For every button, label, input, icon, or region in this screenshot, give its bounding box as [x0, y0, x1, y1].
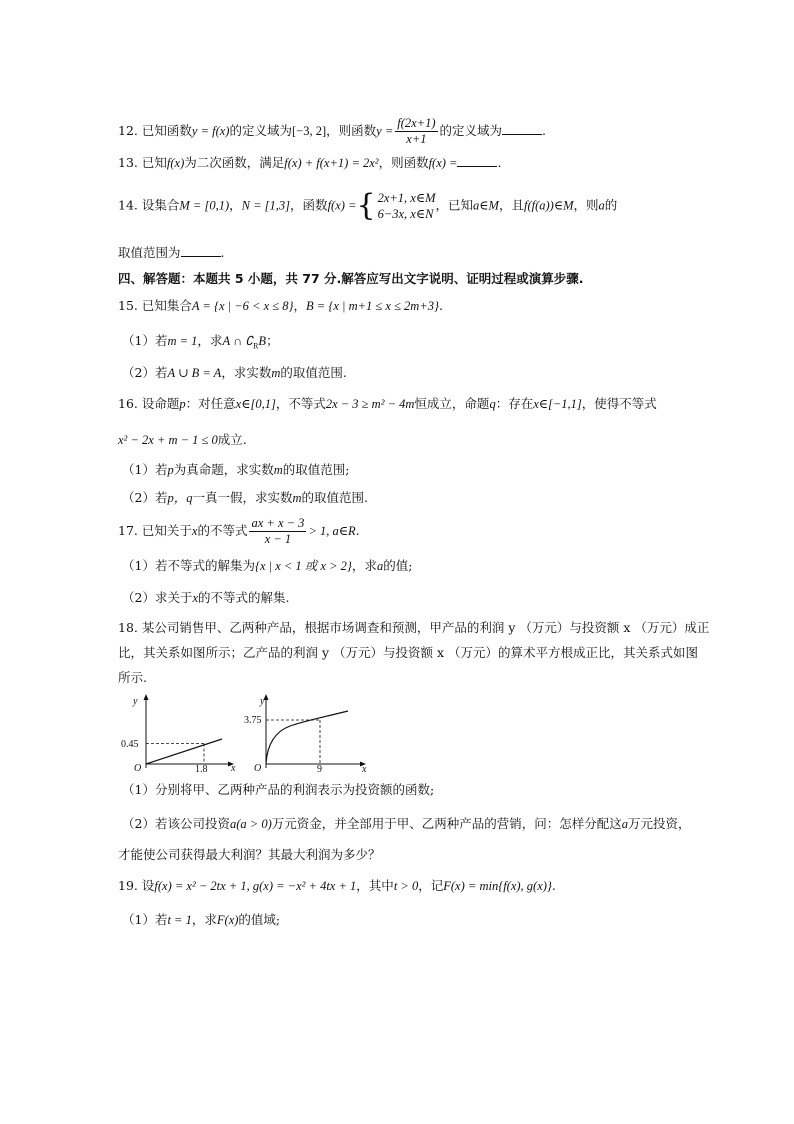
question-13: 13. 已知f(x)为二次函数，满足f(x) + f(x+1) = 2x²，则函数f(x) = . — [118, 155, 502, 170]
y-axis-label: y — [260, 696, 265, 707]
question-16-part-1: （1）若p为真命题，求实数m的取值范围; — [122, 462, 350, 477]
question-18-part-2: （2）若该公司投资a(a > 0)万元资金，并全部用于甲、乙两种产品的营销，问：怎样分配这a万元投资， — [122, 816, 691, 831]
question-16-part-2: （2）若p，q一真一假，求实数m的取值范围. — [122, 490, 368, 505]
origin-label: O — [254, 763, 262, 774]
graph-product-b — [246, 690, 376, 776]
question-number: 17. — [118, 523, 138, 538]
question-16-line-2: x² − 2x + m − 1 ≤ 0成立. — [118, 432, 247, 447]
question-number: 16. — [118, 396, 138, 411]
question-18-line-3: 所示. — [118, 670, 147, 685]
x-tick-label: 1.8 — [195, 764, 208, 775]
question-17-part-2: （2）求关于x的不等式的解集. — [122, 590, 290, 605]
question-17: 17. 已知关于x的不等式 $\frac{ax + x - 3}{x - 1}$ > 1, a∈R. — [118, 516, 360, 546]
graph-product-a — [122, 690, 242, 776]
piecewise-cases: 2x+1, x∈M 6−3x, x∈N — [377, 191, 436, 221]
question-18-line-2: 比，其关系如图所示；乙产品的利润 y （万元）与投资额 x （万元）的算术平方根成正比，其关系式如图 — [118, 645, 699, 660]
question-12: 12. 已知函数y = f(x)的定义域为[−3, 2]，则函数y = $\frac{f(2x+1)}{x+1}$ 的定义域为 . — [118, 116, 547, 146]
y-tick-label: 3.75 — [244, 715, 262, 726]
answer-blank[interactable] — [457, 154, 497, 167]
answer-blank[interactable] — [502, 122, 542, 135]
section-heading: 四、解答题：本题共 5 小题，共 77 分.解答应写出文字说明、证明过程或演算步骤. — [118, 271, 584, 286]
left-brace: { — [356, 188, 376, 223]
question-18: 18. 某公司销售甲、乙两种产品，根据市场调查和预测，甲产品的利润 y （万元）与投资额 x （万元）成正 — [118, 620, 710, 635]
question-number: 19. — [118, 878, 138, 893]
question-18-part-1: （1）分别将甲、乙两种产品的利润表示为投资额的函数; — [122, 782, 435, 797]
x-axis-label: x — [231, 763, 236, 774]
y-tick-label: 0.45 — [121, 739, 139, 750]
x-axis-label: x — [362, 764, 367, 775]
question-number: 15. — [118, 298, 138, 313]
question-14: 14. 设集合M = [0,1)，N = [1,3]，函数f(x) ={ 2x+1, x∈M 6−3x, x∈N ，已知a∈M，且f(f(a))∈M，则a的 — [118, 188, 618, 223]
question-15: 15. 已知集合A = {x | −6 < x ≤ 8}，B = {x | m+1 ≤ x ≤ 2m+3}. — [118, 298, 443, 313]
question-17-part-1: （1）若不等式的解集为{x | x < 1 或 x > 2}，求a的值; — [122, 558, 413, 573]
question-number: 12. — [118, 123, 138, 138]
question-number: 13. — [118, 155, 138, 170]
fraction: $\frac{ax + x - 3}{x - 1}$ — [251, 516, 305, 546]
question-16: 16. 设命题p：对任意x∈[0,1]，不等式2x − 3 ≥ m² − 4m恒成立，命题q：存在x∈[−1,1]，使得不等式 — [118, 396, 657, 411]
question-15-part-1: （1）若m = 1，求A ∩ $∁_RB$； — [122, 333, 279, 351]
x-tick-label: 9 — [317, 764, 322, 775]
y-axis-label: y — [133, 696, 138, 707]
question-19-part-1: （1）若t = 1，求F(x)的值域; — [122, 912, 281, 927]
origin-label: O — [134, 763, 142, 774]
fraction: $\frac{f(2x+1)}{x+1}$ — [397, 116, 436, 146]
answer-blank[interactable] — [181, 244, 221, 257]
question-14-line-2: 取值范围为 . — [118, 245, 225, 260]
question-number: 14. — [118, 197, 138, 213]
question-19: 19. 设f(x) = x² − 2tx + 1, g(x) = −x² + 4tx + 1，其中t > 0，记F(x) = min{f(x), g(x)}. — [118, 878, 556, 893]
question-15-part-2: （2）若A ∪ B = A，求实数m的取值范围. — [122, 365, 347, 380]
question-18-part-2-line-2: 才能使公司获得最大利润？其最大利润为多少？ — [118, 847, 381, 862]
